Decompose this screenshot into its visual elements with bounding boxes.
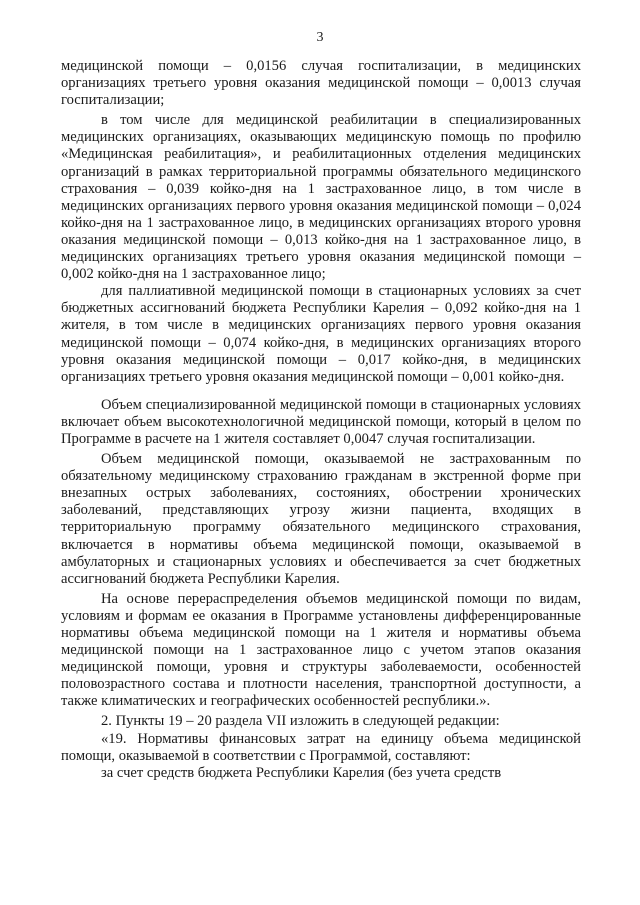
paragraph-uninsured-emergency: Объем медицинской помощи, оказываемой не застрахованным по обязательному медицинскому страхованию гражданам в экстренной форме при внезапных острых заболеваниях, состояниях, обострении хронических заболеваний, представляющих угрозу жизни пациента, входящих в территориальную программу обязательного медицинского страхования, включается в нормативы объема медицинской помощи, оказываемой в амбулаторных и стационарных условиях и обеспечивается за счет бюджетных ассигнований бюджета Республики Карелия. xyxy=(61,451,581,587)
page-number: 3 xyxy=(316,30,324,45)
paragraph-high-tech-care: Объем специализированной медицинской помощи в стационарных условиях включает объем высокотехнологичной медицинской помощи, который в целом по Программе в расчете на 1 жителя составляет 0,0047 случая госпитализации. xyxy=(61,396,581,447)
paragraph-differentiated-norms: На основе перераспределения объемов медицинской помощи по видам, условиям и формам ее оказания в Программе установлены дифференцированные нормативы объема медицинской помощи на 1 жителя и нормативы объема медицинской помощи на 1 застрахованное лицо с учетом этапов оказания медицинской помощи, уровня и структуры заболеваемости, особенностей половозрастного состава и плотности населения, транспортной доступности, а также климатических и географических особенностей республики.». xyxy=(61,590,581,710)
paragraph-medical-rehabilitation: в том числе для медицинской реабилитации в специализированных медицинских организациях, оказывающих медицинскую помощь по профилю «Медицинская реабилитация», и реабилитационных отделения медицинских организаций в рамках территориальной программы обязательного медицинского страхования – 0,039 койко-дня на 1 застрахованное лицо, в том числе в медицинских организациях первого уровня оказания медицинской помощи – 0,024 койко-дня на 1 застрахованное лицо, в медицинских организациях второго уровня оказания медицинской помощи – 0,013 койко-дня на 1 застрахованное лицо, в медицинских организациях третьего уровня оказания медицинской помощи – 0,002 койко-дня на 1 застрахованное лицо; xyxy=(61,112,581,283)
paragraph-hospitalization-levels: медицинской помощи – 0,0156 случая госпитализации, в медицинских организациях третьего уровня оказания медицинской помощи – 0,0013 случая госпитализации; xyxy=(61,58,581,109)
paragraph-budget-funds: за счет средств бюджета Республики Карелия (без учета средств xyxy=(101,764,502,781)
paragraph-item-19: «19. Нормативы финансовых затрат на единицу объема медицинской помощи, оказываемой в соответствии с Программой, составляют: xyxy=(61,730,581,764)
paragraph-palliative-care: для паллиативной медицинской помощи в стационарных условиях за счет бюджетных ассигнований бюджета Республики Карелия – 0,092 койко-дня на 1 жителя, в том числе в медицинских организациях первого уровня оказания медицинской помощи – 0,074 койко-дня, в медицинских организациях второго уровня оказания медицинской помощи – 0,017 койко-дня, в медицинских организациях третьего уровня оказания медицинской помощи – 0,001 койко-дня. xyxy=(61,283,581,385)
document-body xyxy=(61,58,581,782)
paragraph-item-2: 2. Пункты 19 – 20 раздела VII изложить в следующей редакции: xyxy=(101,713,500,730)
